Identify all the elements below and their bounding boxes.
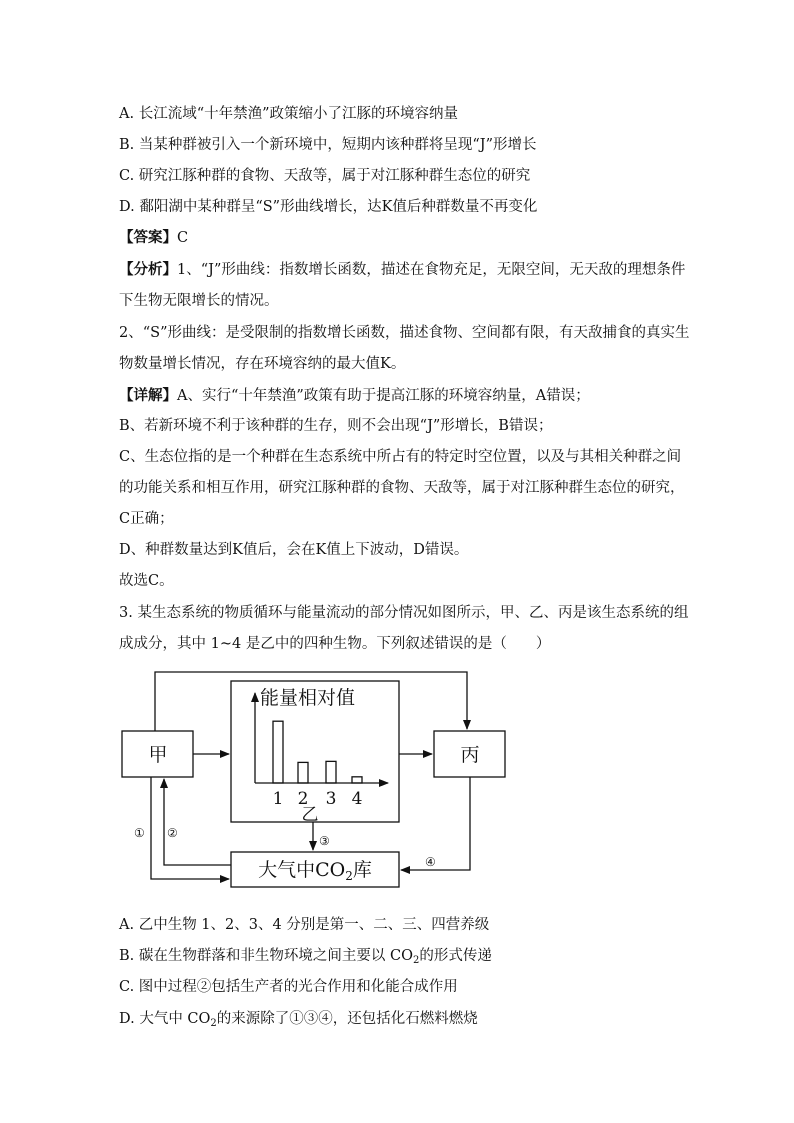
bar-label-2: 2 bbox=[297, 789, 309, 809]
analysis-line-4: 物数量增长情况，存在环境容纳的最大值K。 bbox=[119, 356, 406, 372]
arrow-2-co2-to-jia bbox=[164, 779, 231, 865]
arrow-1-jia-to-co2 bbox=[151, 777, 229, 879]
co2-box-label: 大气中$CO_2$库 bbox=[258, 859, 372, 883]
bar-1 bbox=[273, 721, 283, 783]
q3-stem-line-1: 3. 某生态系统的物质循环与能量流动的部分情况如图所示，甲、乙、丙是该生态系统的组 bbox=[119, 605, 689, 621]
process-3-label: ③ bbox=[319, 834, 330, 848]
q3-option-d: D. 大气中 $CO_2$的来源除了①③④，还包括化石燃料燃烧 bbox=[119, 1011, 478, 1029]
q3-option-c: C. 图中过程②包括生产者的光合作用和化能合成作用 bbox=[119, 979, 458, 995]
analysis-line-2: 下生物无限增长的情况。 bbox=[119, 293, 279, 309]
answer-value: C bbox=[177, 230, 189, 246]
box-jia-label: 甲 bbox=[148, 744, 168, 766]
analysis-line-3: 2、“S”形曲线：是受限制的指数增长函数，描述食物、空间都有限，有天敌捕食的真实生 bbox=[119, 325, 690, 341]
box-co2 bbox=[231, 852, 399, 887]
bar-label-4: 4 bbox=[351, 789, 363, 809]
bar-2 bbox=[298, 762, 308, 783]
detail-a-text: A、实行“十年禁渔”政策有助于提高江豚的环境容纳量，A错误； bbox=[177, 388, 590, 404]
process-1-label: ① bbox=[134, 826, 145, 840]
q3-option-b: B. 碳在生物群落和非生物环境之间主要以 $CO_2$的形式传递 bbox=[119, 948, 492, 966]
analysis-label: 【分析】 bbox=[119, 261, 177, 278]
q3-option-a: A. 乙中生物 1、2、3、4 分别是第一、二、三、四营养级 bbox=[119, 917, 490, 933]
analysis-text: 1、“J”形曲线：指数增长函数，描述在食物充足，无限空间，无天敌的理想条件 bbox=[177, 262, 686, 278]
detail-line-a bbox=[119, 386, 590, 406]
option-b: B. 当某种群被引入一个新环境中，短期内该种群将呈现“J”形增长 bbox=[119, 137, 537, 153]
option-a: A. 长江流域“十年禁渔”政策缩小了江豚的环境容纳量 bbox=[119, 106, 459, 122]
option-c: C. 研究江豚种群的食物、天敌等，属于对江豚种群生态位的研究 bbox=[119, 168, 531, 184]
box-bing bbox=[434, 731, 505, 777]
bar-label-3: 3 bbox=[325, 789, 337, 809]
arrow-jia-to-bing bbox=[155, 672, 467, 731]
box-yi-label: 乙 bbox=[301, 805, 319, 825]
bar-4 bbox=[352, 777, 362, 783]
detail-label: 【详解】 bbox=[119, 387, 177, 404]
detail-line-c2: 的功能关系和相互作用，研究江豚种群的食物、天敌等，属于对江豚种群生态位的研究， bbox=[119, 480, 685, 496]
box-jia bbox=[122, 731, 193, 777]
process-2-label: ② bbox=[167, 826, 178, 840]
answer-label: 【答案】 bbox=[119, 229, 177, 246]
detail-line-b: B、若新环境不利于该种群的生存，则不会出现“J”形增长，B错误； bbox=[119, 418, 553, 434]
detail-line-c3: C正确； bbox=[119, 511, 174, 527]
box-bing-label: 丙 bbox=[460, 744, 480, 766]
bar-3 bbox=[326, 761, 336, 783]
arrow-4-bing-to-co2 bbox=[401, 777, 470, 870]
q3-stem-line-2: 成成分，其中 1~4 是乙中的四种生物。下列叙述错误的是（ ） bbox=[119, 636, 551, 652]
detail-conclusion: 故选C。 bbox=[119, 573, 174, 589]
option-d: D. 鄱阳湖中某种群呈“S”形曲线增长，达K值后种群数量不再变化 bbox=[119, 199, 538, 215]
detail-line-d: D、种群数量达到K值后，会在K值上下波动，D错误。 bbox=[119, 542, 469, 558]
chart-title: 能量相对值 bbox=[260, 687, 356, 709]
answer-line bbox=[119, 228, 188, 248]
analysis-line-1 bbox=[119, 260, 685, 280]
process-4-label: ④ bbox=[425, 855, 436, 869]
detail-line-c1: C、生态位指的是一个种群在生态系统中所占有的特定时空位置，以及与其相关种群之间 bbox=[119, 449, 682, 465]
bar-label-1: 1 bbox=[272, 789, 284, 809]
box-yi bbox=[231, 681, 399, 822]
